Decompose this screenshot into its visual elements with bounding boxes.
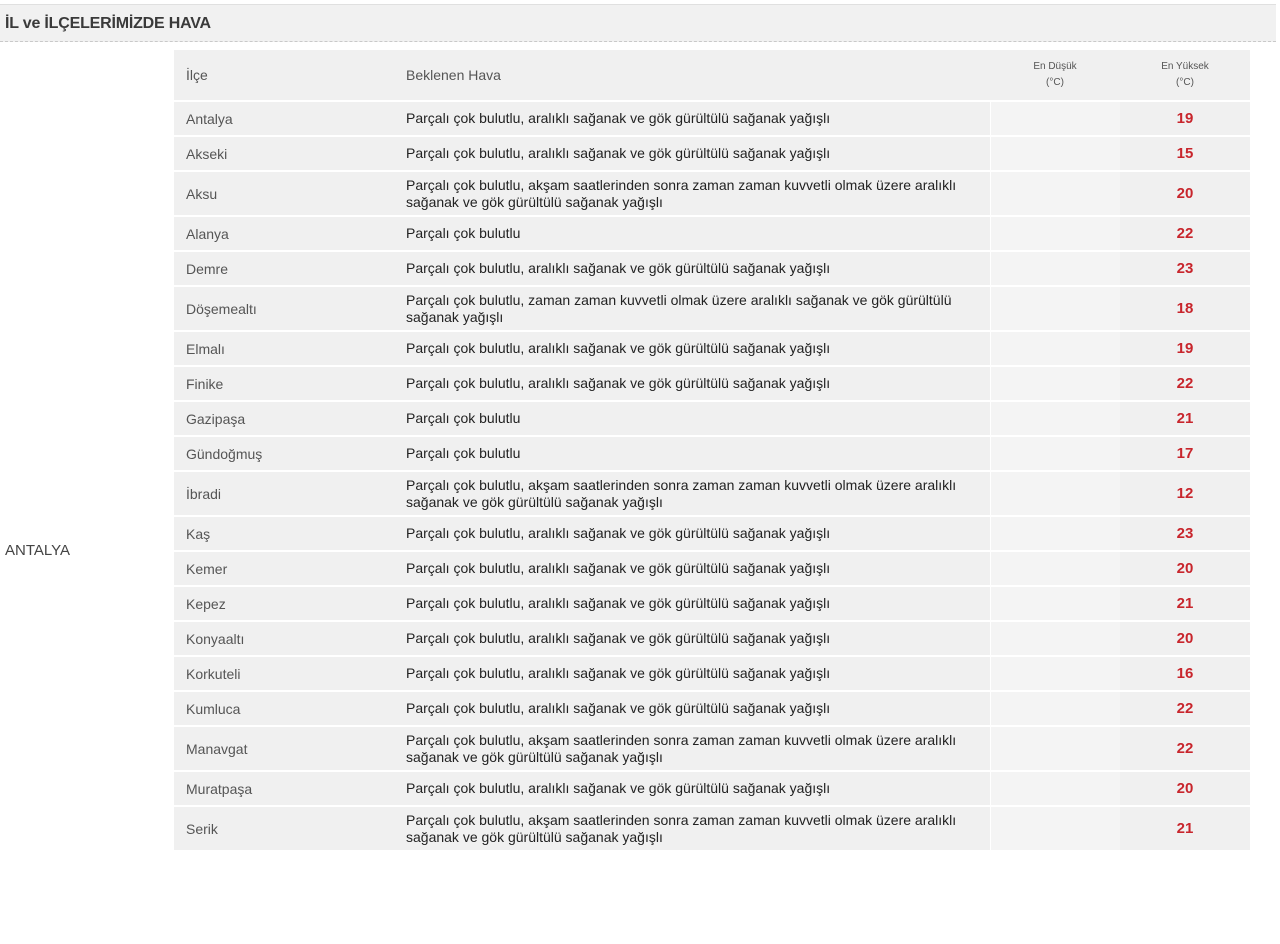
province-name: ANTALYA <box>5 542 71 559</box>
district-cell: Muratpaşa <box>174 771 394 806</box>
district-cell: Kumluca <box>174 691 394 726</box>
min-temp-cell <box>990 516 1120 551</box>
forecast-cell: Parçalı çok bulutlu, akşam saatlerinden sonra zaman zaman kuvvetli olmak üzere aralıklı sağanak ve gök gürültülü sağanak yağışlı <box>394 471 990 516</box>
district-cell: Serik <box>174 806 394 851</box>
column-header-forecast: Beklenen Hava <box>394 50 990 101</box>
forecast-cell: Parçalı çok bulutlu, aralıklı sağanak ve gök gürültülü sağanak yağışlı <box>394 366 990 401</box>
table-row <box>174 136 1250 171</box>
column-header-max-temp <box>1120 50 1250 101</box>
max-temp-cell: 20 <box>1120 621 1250 656</box>
min-temp-cell <box>990 436 1120 471</box>
district-cell: Akseki <box>174 136 394 171</box>
column-header-min-temp <box>990 50 1120 101</box>
min-temp-cell <box>990 136 1120 171</box>
table-row <box>174 216 1250 251</box>
header-row <box>174 50 1250 101</box>
max-temp-cell: 16 <box>1120 656 1250 691</box>
min-temp-cell <box>990 286 1120 331</box>
district-cell: Demre <box>174 251 394 286</box>
forecast-cell: Parçalı çok bulutlu, aralıklı sağanak ve gök gürültülü sağanak yağışlı <box>394 251 990 286</box>
min-temp-cell <box>990 586 1120 621</box>
forecast-cell: Parçalı çok bulutlu <box>394 436 990 471</box>
table-row <box>174 286 1250 331</box>
table-row <box>174 101 1250 136</box>
column-header-max-temp-unit: (°C) <box>1176 77 1194 88</box>
max-temp-cell: 21 <box>1120 806 1250 851</box>
max-temp-cell: 23 <box>1120 251 1250 286</box>
table-row <box>174 471 1250 516</box>
max-temp-cell: 20 <box>1120 771 1250 806</box>
max-temp-cell: 12 <box>1120 471 1250 516</box>
forecast-cell: Parçalı çok bulutlu, aralıklı sağanak ve gök gürültülü sağanak yağışlı <box>394 691 990 726</box>
district-cell: İbradi <box>174 471 394 516</box>
min-temp-cell <box>990 551 1120 586</box>
table-row <box>174 401 1250 436</box>
max-temp-cell: 22 <box>1120 366 1250 401</box>
forecast-table <box>174 50 1250 852</box>
max-temp-cell: 20 <box>1120 171 1250 216</box>
column-header-min-temp-unit: (°C) <box>1046 77 1064 88</box>
forecast-cell: Parçalı çok bulutlu <box>394 216 990 251</box>
forecast-cell: Parçalı çok bulutlu, akşam saatlerinden sonra zaman zaman kuvvetli olmak üzere aralıklı sağanak ve gök gürültülü sağanak yağışlı <box>394 806 990 851</box>
forecast-cell: Parçalı çok bulutlu, akşam saatlerinden sonra zaman zaman kuvvetli olmak üzere aralıklı sağanak ve gök gürültülü sağanak yağışlı <box>394 726 990 771</box>
table-row <box>174 516 1250 551</box>
district-cell: Gazipaşa <box>174 401 394 436</box>
min-temp-cell <box>990 806 1120 851</box>
max-temp-cell: 21 <box>1120 401 1250 436</box>
district-cell: Gündoğmuş <box>174 436 394 471</box>
max-temp-cell: 21 <box>1120 586 1250 621</box>
district-cell: Elmalı <box>174 331 394 366</box>
min-temp-cell <box>990 401 1120 436</box>
column-header-min-temp-label: En Düşük <box>1033 61 1077 72</box>
district-cell: Kemer <box>174 551 394 586</box>
table-row <box>174 331 1250 366</box>
forecast-cell: Parçalı çok bulutlu, aralıklı sağanak ve gök gürültülü sağanak yağışlı <box>394 656 990 691</box>
forecast-cell: Parçalı çok bulutlu, aralıklı sağanak ve gök gürültülü sağanak yağışlı <box>394 771 990 806</box>
max-temp-cell: 22 <box>1120 691 1250 726</box>
min-temp-cell <box>990 691 1120 726</box>
table-row <box>174 171 1250 216</box>
max-temp-cell: 20 <box>1120 551 1250 586</box>
column-header-district: İlçe <box>174 50 394 101</box>
district-cell: Finike <box>174 366 394 401</box>
forecast-cell: Parçalı çok bulutlu, aralıklı sağanak ve gök gürültülü sağanak yağışlı <box>394 516 990 551</box>
table-body <box>174 101 1250 851</box>
district-cell: Konyaaltı <box>174 621 394 656</box>
district-cell: Korkuteli <box>174 656 394 691</box>
table-row <box>174 551 1250 586</box>
min-temp-cell <box>990 656 1120 691</box>
district-cell: Alanya <box>174 216 394 251</box>
forecast-cell: Parçalı çok bulutlu, aralıklı sağanak ve gök gürültülü sağanak yağışlı <box>394 331 990 366</box>
max-temp-cell: 22 <box>1120 726 1250 771</box>
min-temp-cell <box>990 366 1120 401</box>
max-temp-cell: 17 <box>1120 436 1250 471</box>
table-row <box>174 726 1250 771</box>
table-header <box>174 50 1250 101</box>
column-header-max-temp-label: En Yüksek <box>1161 61 1209 72</box>
district-cell: Manavgat <box>174 726 394 771</box>
min-temp-cell <box>990 251 1120 286</box>
min-temp-cell <box>990 171 1120 216</box>
table-row <box>174 586 1250 621</box>
district-cell: Kepez <box>174 586 394 621</box>
forecast-cell: Parçalı çok bulutlu, akşam saatlerinden sonra zaman zaman kuvvetli olmak üzere aralıklı sağanak ve gök gürültülü sağanak yağışlı <box>394 171 990 216</box>
min-temp-cell <box>990 471 1120 516</box>
forecast-cell: Parçalı çok bulutlu, aralıklı sağanak ve gök gürültülü sağanak yağışlı <box>394 586 990 621</box>
table-row <box>174 806 1250 851</box>
table-row <box>174 366 1250 401</box>
forecast-cell: Parçalı çok bulutlu, zaman zaman kuvvetli olmak üzere aralıklı sağanak ve gök gürültülü sağanak yağışlı <box>394 286 990 331</box>
district-cell: Antalya <box>174 101 394 136</box>
table-row <box>174 251 1250 286</box>
max-temp-cell: 22 <box>1120 216 1250 251</box>
section-title: İL ve İLÇELERİMİZDE HAVA <box>5 15 211 32</box>
district-cell: Kaş <box>174 516 394 551</box>
max-temp-cell: 19 <box>1120 101 1250 136</box>
min-temp-cell <box>990 621 1120 656</box>
forecast-cell: Parçalı çok bulutlu <box>394 401 990 436</box>
forecast-cell: Parçalı çok bulutlu, aralıklı sağanak ve gök gürültülü sağanak yağışlı <box>394 136 990 171</box>
table-row <box>174 771 1250 806</box>
section-header <box>0 4 1276 42</box>
forecast-cell: Parçalı çok bulutlu, aralıklı sağanak ve gök gürültülü sağanak yağışlı <box>394 621 990 656</box>
max-temp-cell: 19 <box>1120 331 1250 366</box>
min-temp-cell <box>990 726 1120 771</box>
district-cell: Aksu <box>174 171 394 216</box>
table-row <box>174 656 1250 691</box>
max-temp-cell: 15 <box>1120 136 1250 171</box>
province-cell <box>0 42 172 944</box>
min-temp-cell <box>990 216 1120 251</box>
forecast-cell: Parçalı çok bulutlu, aralıklı sağanak ve gök gürültülü sağanak yağışlı <box>394 101 990 136</box>
max-temp-cell: 18 <box>1120 286 1250 331</box>
table-row <box>174 436 1250 471</box>
min-temp-cell <box>990 331 1120 366</box>
min-temp-cell <box>990 101 1120 136</box>
forecast-cell: Parçalı çok bulutlu, aralıklı sağanak ve gök gürültülü sağanak yağışlı <box>394 551 990 586</box>
table-row <box>174 621 1250 656</box>
min-temp-cell <box>990 771 1120 806</box>
max-temp-cell: 23 <box>1120 516 1250 551</box>
district-cell: Döşemealtı <box>174 286 394 331</box>
table-row <box>174 691 1250 726</box>
